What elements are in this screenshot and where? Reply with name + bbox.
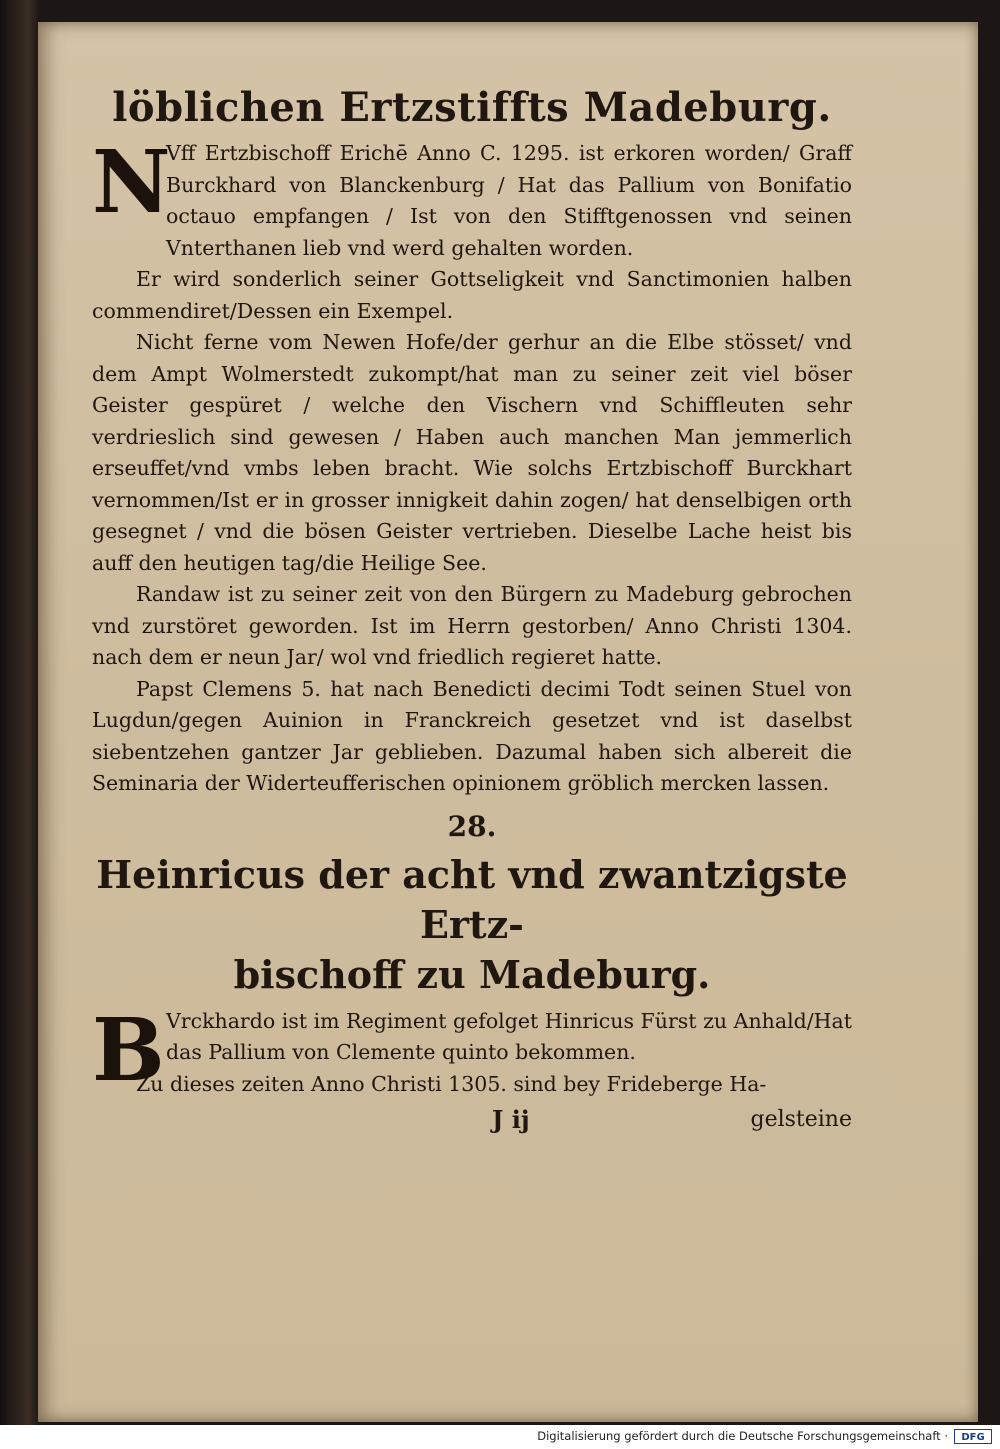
funding-notice: Digitalisierung gefördert durch die Deutsche Forschungsgemeinschaft · [537,1429,948,1443]
book-spine [0,0,40,1425]
chapter-title-line: bischoff zu Madeburg. [233,951,711,997]
drop-cap-initial: N [92,132,171,233]
drop-cap-initial: B [92,999,165,1101]
paragraph: Nicht ferne vom Newen Hofe/der gerhur an die Elbe stösset/ vnd dem Ampt Wolmerstedt zukompt/hat man zu seiner zeit viel böser Geister gespüret / welche den Vischern vnd Schiffleuten sehr verdrieslich sind gewesen / Haben auch manchen Man jemmerlich erseuffet/vnd vmbs leben bracht. Wie solchs Ertzbischoff Burckhart vernommen/Ist er in grosser innigkeit dahin zogen/ hat denselbigen orth gesegnet / vnd die bösen Geister vertrieben. Dieselbe Lache heist bis auff den heutigen tag/die Heilige See. [92,330,852,575]
chapter-title-line: Heinricus der acht vnd zwantzigste Ertz- [96,851,848,947]
paragraph: Vff Ertzbischoff Erichē Anno C. 1295. ist erkoren worden/ Graff Burckhard von Blanckenburg / Hat das Pallium von Bonifatio octauo empfangen / Ist von den Stifftgenossen vnd seinen Vnterthanen lieb vnd werd gehalten worden. [166,141,852,260]
chapter-number: 28. [447,809,497,843]
chapter-title [92,850,852,1000]
dfg-logo-icon: DFG [954,1429,992,1444]
paragraph: Randaw ist zu seiner zeit von den Bürgern zu Madeburg gebrochen vnd zurstöret geworden. Ist im Herrn gestorben/ Anno Christi 1304. nach dem er neun Jar/ wol vnd friedlich regieret hatte. [92,582,852,669]
signature-line [92,1100,852,1140]
paragraph: Er wird sonderlich seiner Gottseligkeit vnd Sanctimonien halben commendiret/Dessen ein Exempel. [92,267,852,323]
page-text [92,82,852,1140]
running-head: löblichen Ertzstiffts Madeburg. [112,84,832,131]
signature-mark: J ij [492,1105,530,1134]
paragraph: Zu dieses zeiten Anno Christi 1305. sind bey Frideberge Ha- [136,1071,767,1096]
catchword: gelsteine [750,1107,852,1132]
section-1-opening [92,132,852,264]
paragraph: Vrckhardo ist im Regiment gefolget Hinricus Fürst zu Anhald/Hat das Pallium von Clemente quinto bekommen. [166,1008,852,1064]
footer-bar [0,1425,1000,1449]
paragraph: Papst Clemens 5. hat nach Benedicti decimi Todt seinen Stuel von Lugdun/gegen Auinion in Franckreich gesetzet vnd ist daselbst siebentzehen gantzer Jar geblieben. Dazumal haben sich albereit die Seminaria der Widerteufferischen opinionem gröblich mercken lassen. [92,676,852,795]
